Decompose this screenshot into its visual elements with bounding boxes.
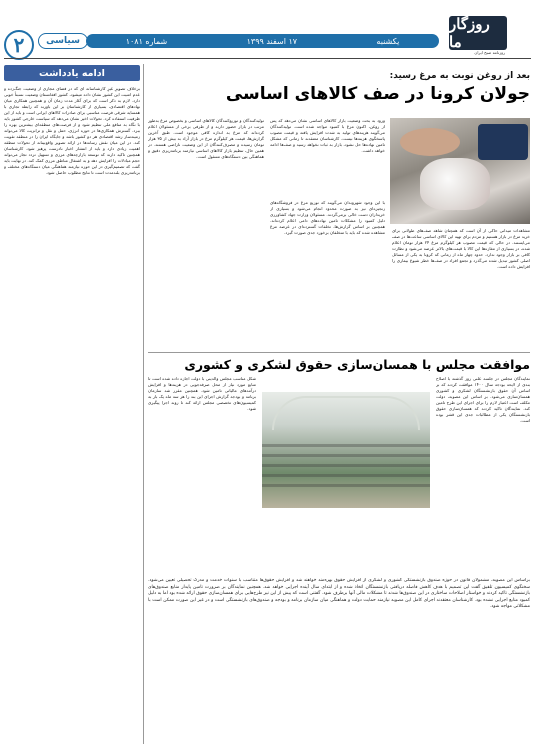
article2-photo-caption-area (148, 512, 432, 572)
parliament-photo (262, 392, 430, 508)
sidebar-tag: ادامه یادداشت (4, 65, 140, 81)
article-divider (148, 352, 530, 353)
date-bar (86, 34, 439, 48)
date-label: ۱۷ اسفند ۱۳۹۹ (246, 36, 298, 46)
chicken-purchase-photo (390, 118, 530, 224)
article1-headline: جولان کرونا در صف کالاهای اساسی (225, 84, 530, 104)
article2-column-a: نمایندگان مجلس در جلسه علنی روز گذشته با اصلاح بندی از لایحه بودجه سال ۱۴۰۰ موافقت کردند که بر اساس آن حقوق بازنشستگان لشکری و کشوری همسان‌سازی می‌شود. بر اساس این مصوبه، دولت مکلف است اعتبار لازم را برای اجرای این طرح تامین کند. نمایندگان تاکید کردند که همسان‌سازی حقوق بازنشستگان یکی از مطالبات جدی این قشر بوده است. (436, 376, 530, 423)
logo-tagline: روزنامه صبح ایران (474, 50, 505, 55)
top-rule (4, 58, 531, 59)
day-label: یکشنبه (376, 36, 400, 46)
article2-body: براساس این مصوبه، مشمولان قانون در حوزه صندوق بازنشستگی کشوری و لشکری از افزایش حقوق بهره‌مند خواهند شد و افزایش حقوق‌ها متناسب با سنوات خدمت و مدرک تحصیلی تعیین می‌شود. سخنگوی کمیسیون تلفیق گفت این تصمیم با هدف کاهش فاصله دریافتی بازنشستگان اتخاذ شده و از ابتدای سال آینده اجرایی خواهد شد. همچنین نمایندگان بر ضرورت تامین پایدار منابع صندوق‌های بازنشستگی تاکید کردند و خواستار اصلاحات ساختاری در این صندوق‌ها شدند تا مشکلات مالی آنها برطرف شود. گفتنی است که پیش از این نیز طرح‌هایی برای همسان‌سازی حقوق ارائه شده بود اما به دلیل کمبود منابع اجرایی نشده بود. کارشناسان معتقدند اجرای کامل این مصوبه نیازمند حمایت دولت و هماهنگی میان سازمان برنامه و بودجه و صندوق‌های بازنشستگی است و در غیر این صورت ممکن است با مشکلاتی مواجه شود. (148, 578, 530, 609)
article1-column-d: تولیدکنندگان و توزیع‌کنندگان کالاهای اساسی و بخصوص مرغ به‌طور مرتب در بازار حضور دارند و از طرفی برخی از مسئولان اعلام کرده‌اند که مرغ به اندازه کافی موجود است. طبق آخرین گزارش‌ها، قیمت هر کیلوگرم مرغ در بازار آزاد به بیش از ۳۵ هزار تومان رسیده و مصرف‌کنندگان از این وضعیت ناراضی هستند. در همین حال، تنظیم بازار کالاهای اساسی نیازمند برنامه‌ریزی دقیق و هماهنگی بین دستگاه‌های مسئول است. (148, 118, 264, 159)
article1-column-b: با این وجود شهروندان می‌گویند که توزیع مرغ در فروشگاه‌های زنجیره‌ای نیز به صورت محدود انجام می‌شود و بسیاری از خریداران دست خالی برمی‌گردند. مسئولان وزارت جهاد کشاورزی دلیل کمبود را مشکلات تامین نهاده‌های دامی اعلام کرده‌اند. همچنین بر اساس گزارش‌ها، تخلفات گسترده‌ای در عرضه مرغ مشاهده شده که باید با متخلفان برخورد جدی صورت گیرد. (270, 200, 385, 235)
article1-supertitle: بعد از روغن نوبت به مرغ رسید: (389, 71, 530, 81)
issue-label: شماره ۱۰۸۱ (125, 36, 168, 46)
article1-column-a: مشاهدات میدانی حاکی از آن است که همچنان شاهد صف‌های طولانی برای خرید مرغ در بازار هستیم و مردم برای تهیه این کالای اساسی ساعت‌ها در صف می‌ایستند. در حالی که قیمت مصوب هر کیلوگرم مرغ ۲۴ هزار تومان اعلام شده، در بسیاری از مغازه‌ها این کالا با قیمت‌های بالاتر عرضه می‌شود و نظارت کافی بر بازار وجود ندارد. حدود چهار ماه از زمانی که کرونا به یکی از مسائل اصلی کشور تبدیل شده می‌گذرد و تجمع افراد در صف‌ها خطر شیوع بیماری را افزایش داده است. (392, 228, 530, 269)
column-divider (143, 64, 144, 744)
page-number: ۲ (4, 30, 34, 60)
article2-headline: موافقت مجلس با همسان‌سازی حقوق لشکری و کشوری (184, 357, 530, 372)
section-label: سیاسی (38, 33, 88, 49)
sidebar-body: برخلاف تصویرِ غیرِ کارشناسانه ای که در فضای مجازی از وضعیت جنگ‌زده و عدم امنیت این کشور نشان داده میشود، کشور افغانستان وضعیت نسبتاً خوبی دارد. لازم به ذکر است که برای آغاز مدت زمان آن و همچنین همکاری میان نهادهای اقتصادی، بسیاری از کارشناسان بر این باورند که رابطه تجاری با همسایه شرقی فرصت مناسبی برای صادرات کالاهای ایرانی است و باید از این ظرفیت استفاده کرد. تحولات اخیر نشان می‌دهد که سیاست خارجی کشور باید با نگاه به منافع ملی تنظیم شود و از فرصت‌های منطقه‌ای بیشترین بهره را ببرد. گسترش همکاری‌ها در حوزه انرژی، حمل و نقل و ترانزیت کالا می‌تواند زمینه‌ساز رشد اقتصادی هر دو کشور باشد و جایگاه ایران را در منطقه تقویت کند. در این میان نقش رسانه‌ها در ارائه تصویر واقع‌بینانه از تحولات منطقه اهمیت زیادی دارد و باید از انتشار اخبار نادرست پرهیز شود. کارشناسان همچنین تاکید دارند که توسعه بازارچه‌های مرزی و تسهیل تردد تجار می‌تواند حجم مبادلات را افزایش دهد و به اشتغال مناطق مرزی کمک کند. در نهایت باید گفت که تصمیم‌گیری در این حوزه نیازمند هماهنگی میان دستگاه‌های مختلف و برنامه‌ریزی بلندمدت است تا نتایج مطلوب حاصل شود. (4, 86, 140, 175)
newspaper-logo: روزگار ما (449, 16, 507, 50)
article2-column-b: شکل مناسب مجلس والدینی با دولت اجازه داده شده است تا منابع مورد نیاز از محل صرفه‌جویی در هزینه‌ها و افزایش درآمدهای مالیاتی تامین شود. همچنین مقرر شد سازمان برنامه و بودجه گزارش اجرای این بند را هر سه ماه یک بار به کمیسیون‌های تخصصی مجلس ارائه کند تا روند اجرا پیگیری شود. (148, 376, 256, 411)
masthead (0, 0, 535, 58)
article1-column-c: ورود به بحث وضعیت بازار کالاهای اساسی نشان می‌دهد که پس از روغن، اکنون مرغ با کمبود مواجه شده است. تولیدکنندگان می‌گویند هزینه‌های تولید به شدت افزایش یافته و قیمت مصوب پاسخگوی هزینه‌ها نیست. کارشناسان معتقدند تا زمانی که مشکل تامین نهاده‌ها حل نشود، بازار به ثبات نخواهد رسید و صف‌ها ادامه خواهد داشت. (270, 118, 385, 153)
